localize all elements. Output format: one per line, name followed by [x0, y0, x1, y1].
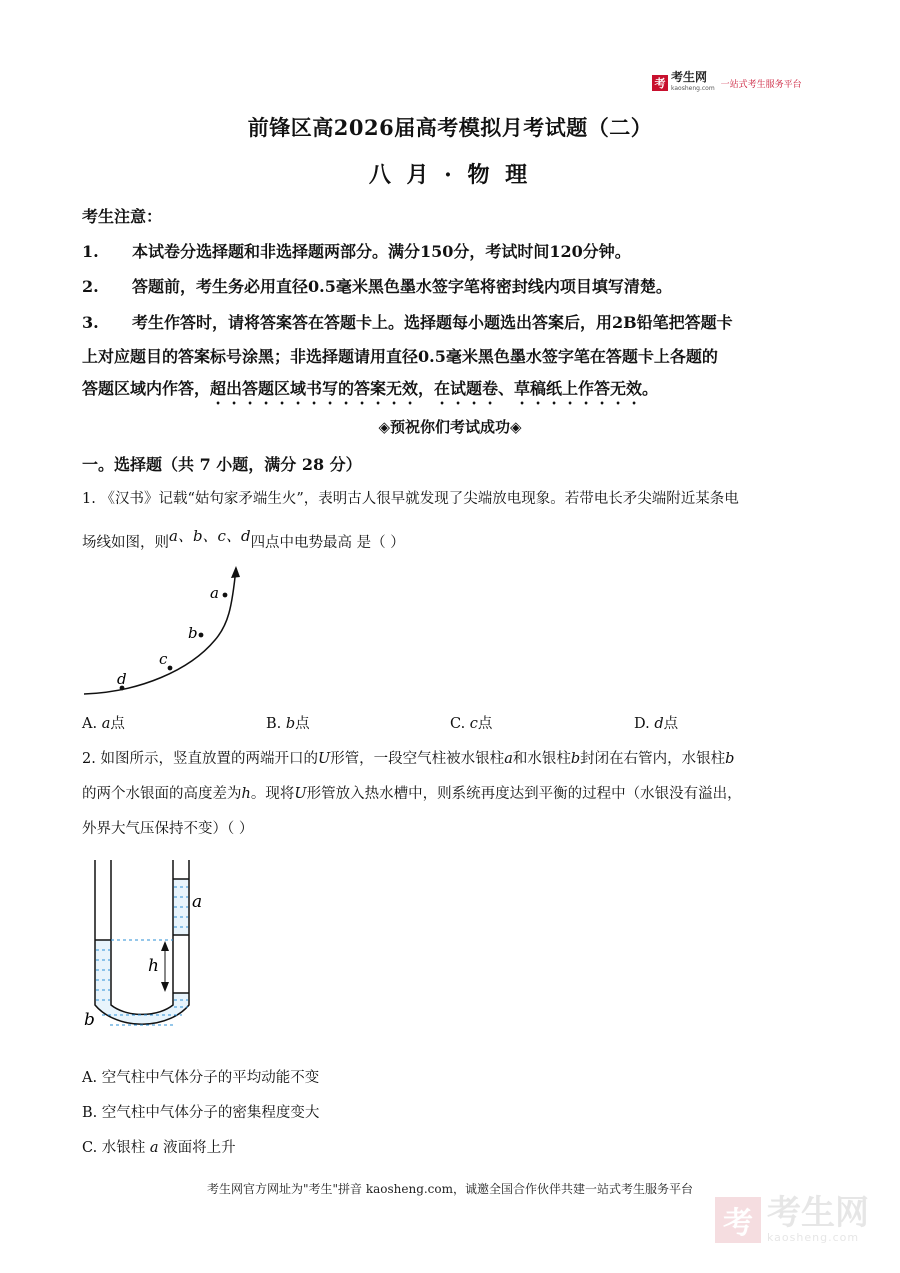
logo-icon: 考	[652, 75, 668, 91]
point-b-label: b	[188, 624, 198, 642]
q1-option-d: D. d点	[634, 716, 679, 732]
notice-heading: 考生注意：	[82, 207, 163, 226]
good-luck-line: ◈预祝你们考试成功◈	[378, 418, 522, 436]
q2-option-a: A. 空气柱中气体分子的平均动能不变	[82, 1070, 320, 1086]
notice-item-3: 3. 考生作答时，请将答案答在答题卡上。选择题每小题选出答案后，用2B铅笔把答题卡	[82, 313, 733, 332]
point-a-label: a	[210, 584, 219, 602]
watermark-logo-icon: 考	[715, 1197, 761, 1243]
section-heading: 一。选择题（共 7 小题，满分 28 分）	[82, 455, 362, 474]
point-d-label: d	[117, 670, 127, 688]
notice-item-2: 2. 答题前，考生务必用直径0.5毫米黑色墨水签字笔将密封线内项目填写清楚。	[82, 277, 672, 296]
exam-title: 前锋区高2026届高考模拟月考试题（二）	[247, 115, 653, 140]
page-footer: 考生网官方网址为"考生"拼音 kaosheng.com，诚邀全国合作伙伴共建一站式考生服务平台	[206, 1182, 694, 1196]
question-2-line1: 2. 如图所示，竖直放置的两端开口的U形管，一段空气柱被水银柱a和水银柱b封闭在右管内，水银柱b	[82, 751, 735, 767]
u-tube-figure	[80, 855, 220, 1050]
logo-slogan: 一站式考生服务平台	[720, 79, 802, 90]
q1-option-c: C. c点	[450, 716, 493, 732]
notice-item-3-line2: 上对应题目的答案标号涂黑；非选择题请用直径0.5毫米黑色墨水签字笔在答题卡上各题的	[82, 347, 718, 366]
q2-option-b: B. 空气柱中气体分子的密集程度变大	[82, 1105, 320, 1121]
exam-subtitle: 八 月 · 物 理	[368, 162, 532, 188]
mercury-a-label: a	[192, 892, 203, 912]
watermark: 考 考生网 kaosheng.com	[715, 1195, 869, 1244]
question-2-line3: 外界大气压保持不变）（ ）	[82, 821, 254, 837]
q1-option-b: B. b点	[266, 716, 310, 732]
mercury-b-label: b	[84, 1010, 95, 1030]
question-2-line2: 的两个水银面的高度差为h。现将U形管放入热水槽中，则系统再度达到平衡的过程中（水银没有溢出，	[82, 786, 742, 802]
h-label: h	[148, 956, 159, 976]
notice-item-3-line3: 答题区域内作答，超出答题区域书写的答案无效，在试题卷、草稿纸上作答无效。	[82, 379, 659, 398]
q1-option-a: A. a点	[82, 716, 125, 732]
q2-option-c: C. 水银柱 a 液面将上升	[82, 1140, 236, 1156]
notice-item-1: 1. 本试卷分选择题和非选择题两部分。满分150分，考试时间120分钟。	[82, 242, 631, 261]
question-1-line1: 1. 《汉书》记载“姑句家矛端生火”，表明古人很早就发现了尖端放电现象。若带电长矛尖端附近某条电	[82, 491, 739, 507]
header-logo	[652, 72, 822, 94]
logo-name: 考生网 kaosheng.com	[671, 70, 715, 92]
field-line-figure	[80, 560, 260, 700]
emphasized-text: 超出答题区域书写的答案无效，在试题卷、草稿纸上作答无效。	[210, 379, 659, 398]
point-c-label: c	[159, 650, 168, 668]
question-1-line2: 场线如图，则a、b、c、d四点中电势最高 是（ ）	[82, 527, 405, 551]
